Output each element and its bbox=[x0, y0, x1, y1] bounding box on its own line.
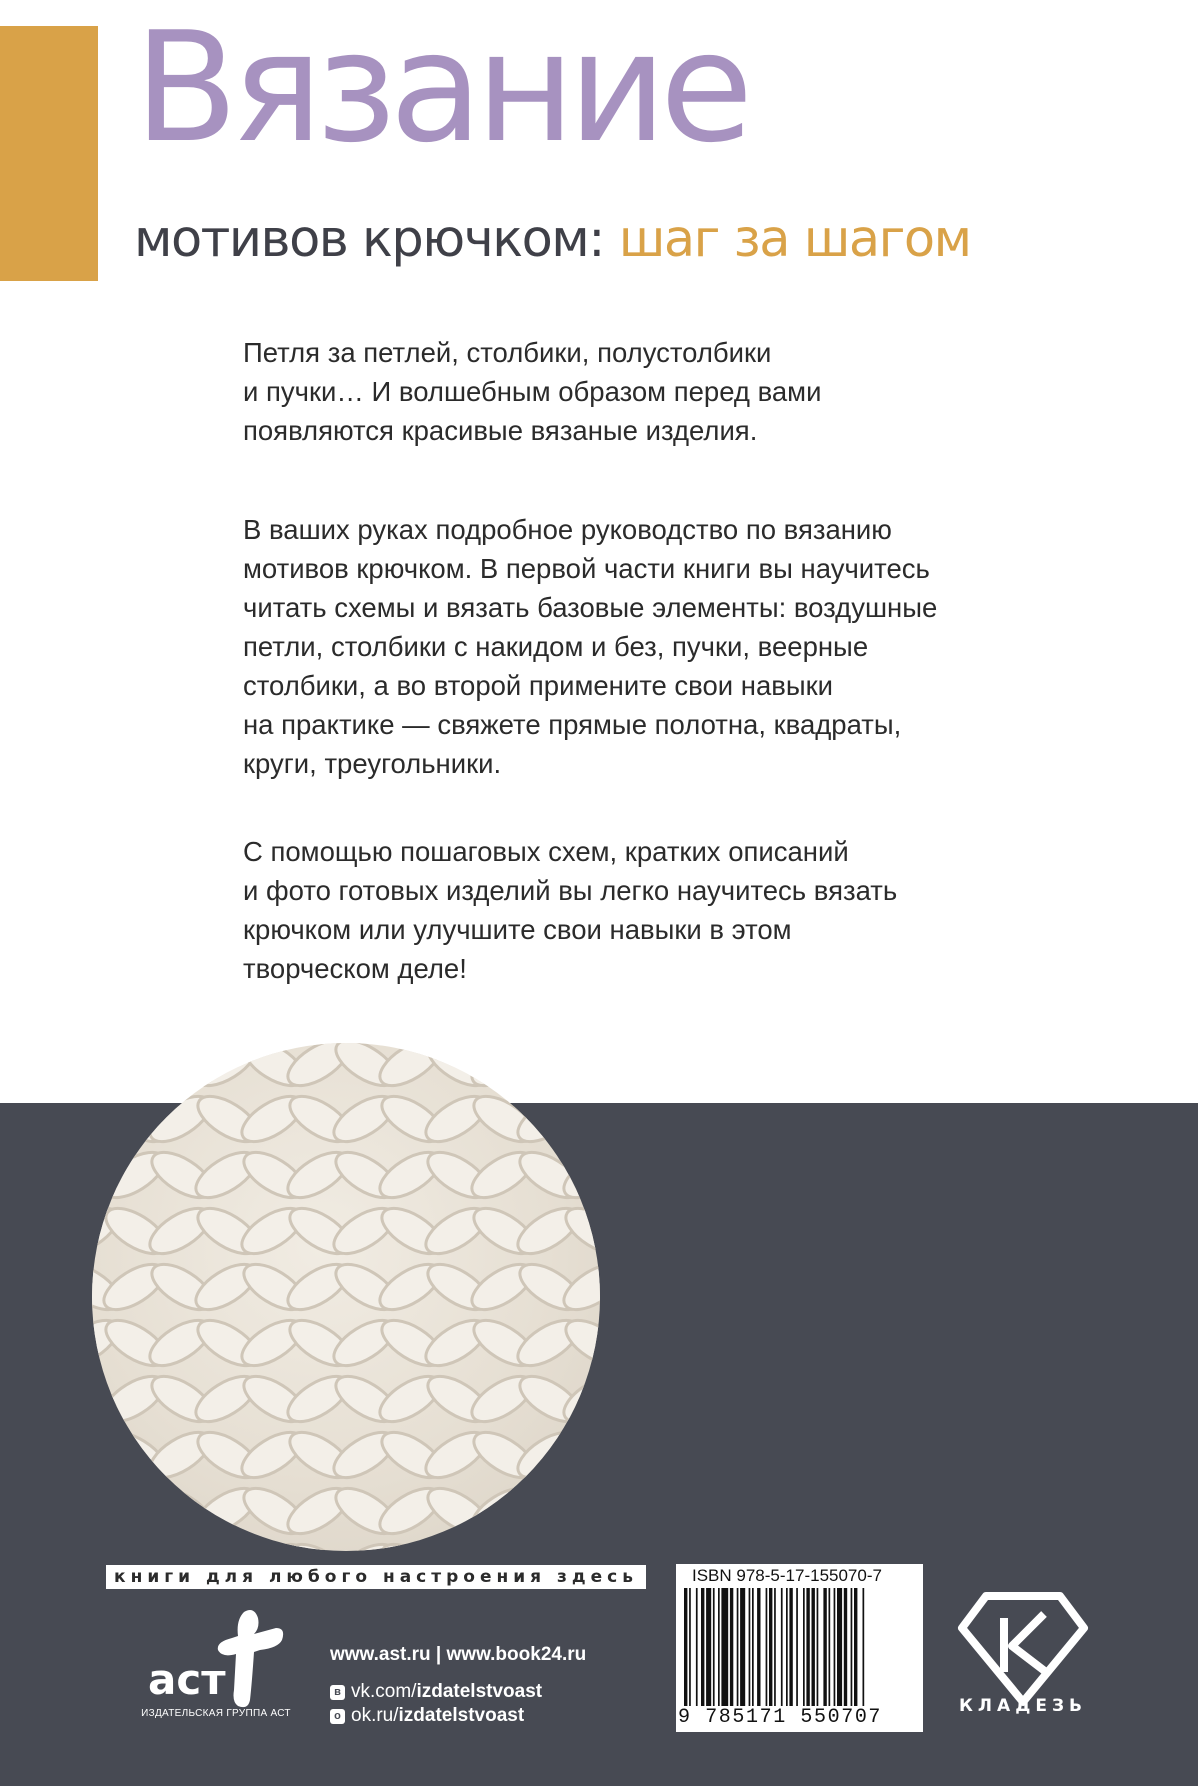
vk-prefix: vk.com/ bbox=[351, 1681, 417, 1702]
ok-link[interactable] bbox=[330, 1704, 586, 1728]
knit-texture-photo bbox=[92, 1043, 600, 1551]
vk-link[interactable] bbox=[330, 1680, 586, 1704]
ok-handle: izdatelstvoast bbox=[398, 1705, 525, 1726]
ok-icon: о bbox=[330, 1709, 345, 1724]
ean-digits: 9 785171 550707 bbox=[678, 1706, 883, 1729]
vk-handle: izdatelstvoast bbox=[416, 1681, 543, 1702]
accent-bar bbox=[0, 26, 98, 281]
blurb-paragraph-1: Петля за петлей, столбики, полустолбики и пучки… И волшебным образом перед вами появляются красивые вязаные изделия. bbox=[243, 337, 822, 446]
publisher-links bbox=[330, 1643, 586, 1728]
website-links[interactable]: www.ast.ru | www.book24.ru bbox=[330, 1644, 587, 1665]
isbn-text: ISBN 978-5-17-155070-7 bbox=[692, 1566, 882, 1585]
diamond-k-logo bbox=[956, 1588, 1090, 1708]
subtitle-main: мотивов крючком: bbox=[134, 210, 619, 269]
blurb-paragraph-3: С помощью пошаговых схем, кратких описаний и фото готовых изделий вы легко научитесь вязать крючком или улучшите свои навыки в этом творческом деле! bbox=[243, 836, 898, 984]
barcode-bars bbox=[684, 1588, 915, 1706]
book-title: Вязание bbox=[134, 0, 747, 176]
vk-icon: в bbox=[330, 1685, 345, 1700]
blurb-paragraph-2: В ваших руках подробное руководство по вязанию мотивов крючком. В первой части книги вы научитесь читать схемы и вязать базовые элементы: воздушные петли, столбики с накидом и без, пучки, веерные столбики, а во второй примените свои навыки на практике — свяжете прямые полотна, квадраты, круги, треугольники. bbox=[243, 514, 938, 779]
ast-logo-text: аст bbox=[148, 1655, 226, 1704]
ok-prefix: ok.ru/ bbox=[351, 1705, 399, 1726]
imprint-name: КЛАДЕЗЬ bbox=[959, 1696, 1087, 1716]
isbn-barcode bbox=[676, 1564, 923, 1732]
slogan-strip: книги для любого настроения здесь bbox=[106, 1565, 646, 1589]
subtitle-accent: шаг за шагом bbox=[618, 210, 971, 269]
book-subtitle bbox=[134, 210, 971, 269]
publisher-caption: ИЗДАТЕЛЬСКАЯ ГРУППА АСТ bbox=[141, 1708, 291, 1719]
